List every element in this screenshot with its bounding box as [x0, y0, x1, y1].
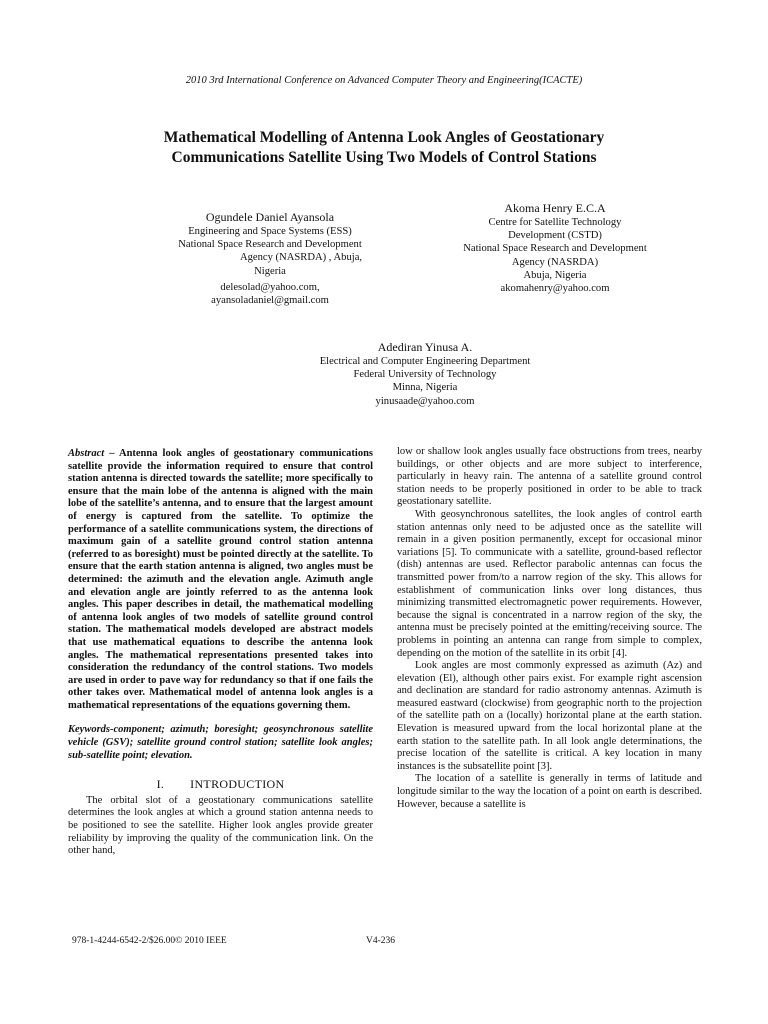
- author-name: Adediran Yinusa A.: [377, 340, 473, 354]
- abstract: [68, 448, 373, 712]
- left-column: [68, 448, 373, 858]
- author-email: ayansoladaniel@gmail.com: [211, 295, 329, 307]
- title-line-2: Communications Satellite Using Two Models of Control Stations: [171, 149, 597, 166]
- author-affiliation: National Space Research and Development: [178, 239, 362, 251]
- author-block-3: [280, 339, 570, 408]
- abstract-text: – Antenna look angles of geostationary communications satellite provide the information required to ensure that control station antenna is directed towards the satellite; more specifically to ensure that the main lobe of the antenna is aligned with the main lobe of the satellite’s antenna, and to ensure that the largest amount of energy is captured from the satellite. To optimize the performance of a satellite communications system, the directions of maximum gain of a satellite ground control station antenna (referred to as boresight) must be pointed directly at the satellite. To ensure that the earth station antenna is aligned, two angles must be determined: the azimuth and the elevation angle. Azimuth angle and elevation angle are jointly referred to as the antenna look angles. This paper describes in detail, the mathematical modelling of antenna look angles of two models of satellite ground control station. The mathematical models developed are abstract models that use mathematical equations to describe the antenna look angles. The mathematical representations presented takes into consideration the redundancy of the control stations. Two models are used in order to pave way for redundancy so that if one fails the other takes over. Mathematical model of antenna look angles is a mathematical representations of the equations governing them.: [68, 448, 373, 711]
- author-affiliation: Engineering and Space Systems (ESS): [188, 226, 352, 237]
- footer-page-number: V4-236: [366, 936, 396, 946]
- author-affiliation: Nigeria: [254, 265, 286, 277]
- body-paragraph: low or shallow look angles usually face obstructions from trees, nearby buildings, or other objects and are more subject to interference, particularly in heavy rain. The antenna of a satellite ground control station needs to be properly positioned in order to be able to track geostationary satellite.: [397, 446, 702, 508]
- right-column: [397, 446, 702, 811]
- author-affiliation: Centre for Satellite Technology: [488, 217, 622, 228]
- section-heading-introduction: [68, 778, 373, 791]
- introduction-paragraph: The orbital slot of a geostationary communications satellite determines the look angles at which a ground station antenna needs to be positioned to see the satellite. Higher look angles provide greater reliability by improving the quality of the communication link. On the other hand,: [68, 794, 373, 857]
- section-title: INTRODUCTION: [190, 777, 285, 792]
- author-affiliation: Agency (NASRDA): [511, 256, 599, 268]
- author-affiliation: Abuja, Nigeria: [523, 269, 587, 281]
- author-name: Akoma Henry E.C.A: [504, 201, 606, 215]
- author-block-2: [445, 200, 665, 295]
- author-affiliation: Agency (NASRDA) , Abuja,: [239, 252, 363, 264]
- author-block-1: [120, 209, 420, 307]
- author-email: akomahenry@yahoo.com: [500, 283, 610, 295]
- body-paragraph: Look angles are most commonly expressed as azimuth (Az) and elevation (El), although other pairs exist. For example right ascension and declination are standard for radio astronomy antennas. Azimuth is measured eastward (clockwise) from geographic north to the projection of the satellite path on a (locally) horizontal plane at the earth station. Elevation is measured upward from the local horizontal plane at the earth station to the satellite path. In all look angle determinations, the precise location of the satellite is critical. A key location in many instances is the subsatellite point [3].: [397, 660, 702, 772]
- author-affiliation: National Space Research and Development: [463, 243, 647, 255]
- author-name: Ogundele Daniel Ayansola: [205, 210, 335, 224]
- author-email: yinusaade@yahoo.com: [375, 395, 475, 407]
- author-affiliation: Electrical and Computer Engineering Department: [319, 356, 531, 367]
- body-paragraph: The location of a satellite is generally in terms of latitude and longitude similar to the way the location of a point on earth is described. However, because a satellite is: [397, 773, 702, 810]
- conference-header: 2010 3rd International Conference on Advanced Computer Theory and Engineering(ICACTE): [185, 75, 583, 86]
- abstract-label: Abstract: [68, 448, 105, 459]
- keywords: Keywords-component; azimuth; boresight; geosynchronous satellite vehicle (GSV); satellite ground control station; satellite look angles; sub-satellite point; elevation.: [68, 724, 373, 761]
- section-number: I.: [156, 777, 165, 792]
- author-email: delesolad@yahoo.com,: [220, 281, 320, 293]
- author-affiliation: Minna, Nigeria: [392, 382, 458, 394]
- author-affiliation: Federal University of Technology: [353, 369, 497, 381]
- paper-title: [0, 128, 768, 168]
- footer-isbn: 978-1-4244-6542-2/$26.00© 2010 IEEE: [72, 936, 227, 946]
- body-paragraph: With geosynchronous satellites, the look angles of control earth station antennas only need to be adjusted once as the satellite will remain in a given position permanently, except for occasional minor variations [5]. To communicate with a satellite, ground-based reflector (dish) antennas are used. Reflector parabolic antennas can focus the transmitted power from/to a narrow region of the sky. This allows for establishment of communication links over long distances, thus minimizing transmitted electromagnetic power requirements. However, because the signal is concentrated in a narrow region of the sky, the antenna must be precisely pointed at the emitting/receiving source. The problems in pointing an antenna can range from simple to complex, depending on the motion of the satellite in its orbit [4].: [397, 508, 702, 659]
- author-affiliation: Development (CSTD): [508, 230, 602, 242]
- title-line-1: Mathematical Modelling of Antenna Look Angles of Geostationary: [163, 129, 605, 146]
